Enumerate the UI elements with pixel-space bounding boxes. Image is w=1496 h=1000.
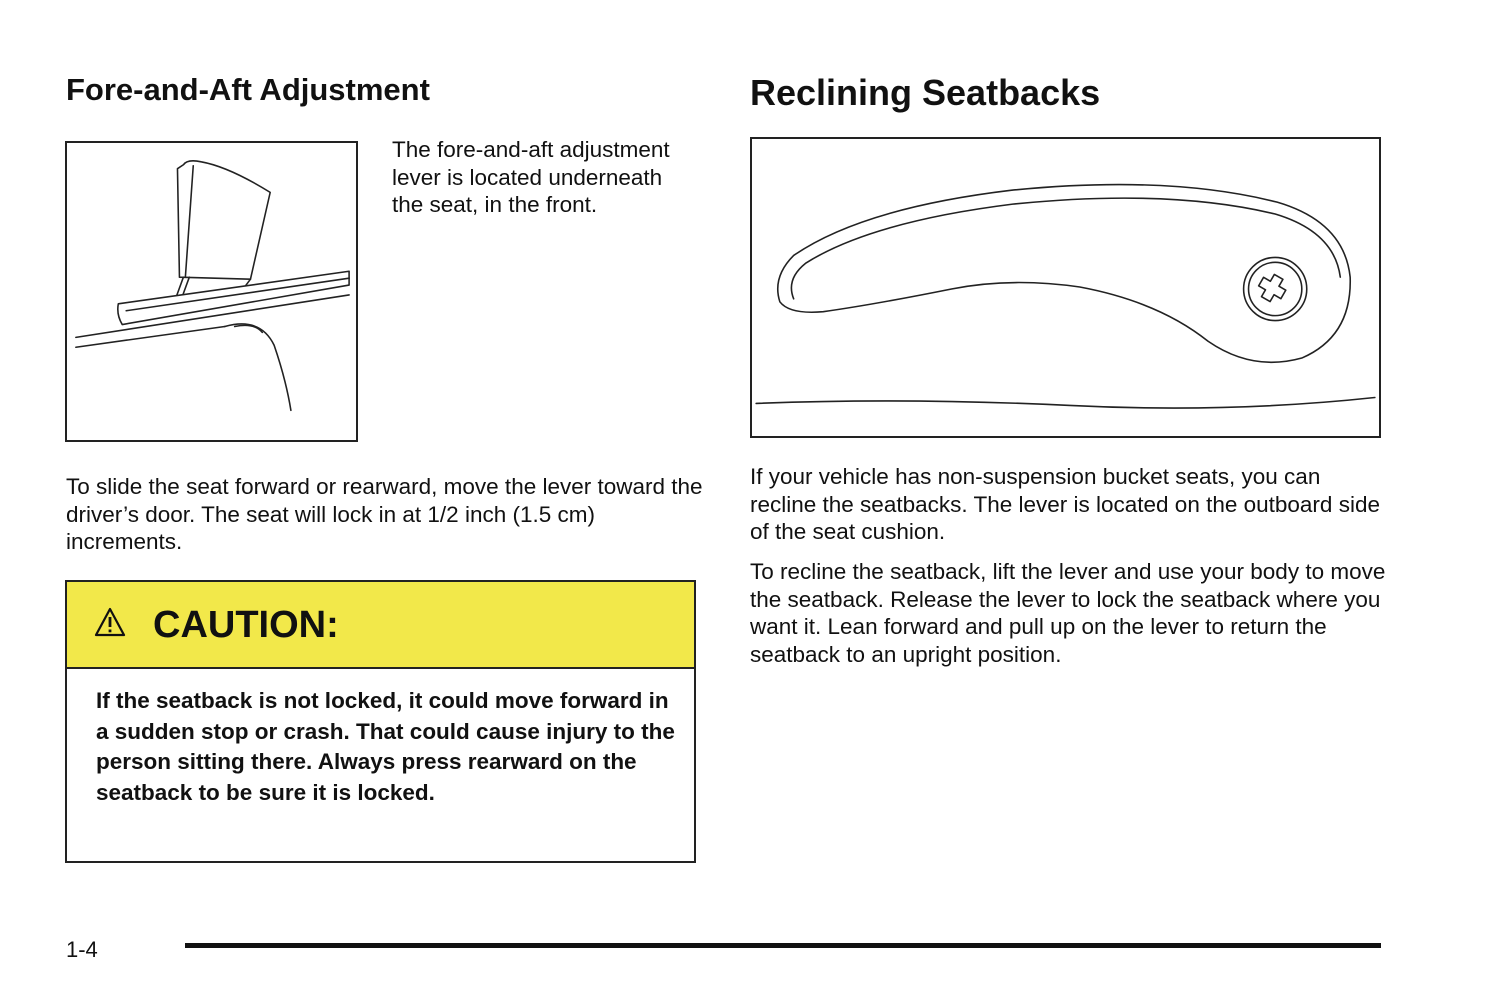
figure-caption: The fore-and-aft adjustment lever is located underneath the seat, in the front. [392, 137, 670, 218]
recline-lever-drawing [752, 139, 1379, 436]
fore-aft-instructions: To slide the seat forward or rearward, move the lever toward the driver’s door. The seat will lock in at 1/2 inch (1.5 cm) increments. [66, 474, 703, 555]
page-number: 1-4 [66, 937, 98, 962]
recline-paragraph-2: To recline the seatback, lift the lever and use your body to move the seatback. Release the lever to lock the seatback where you want it. Lean forward and pull up on the lever to return the seatback to an upright position. [750, 559, 1386, 667]
section-heading-reclining: Reclining Seatbacks [750, 72, 1101, 113]
recline-lever-illustration [750, 137, 1381, 438]
warning-triangle-icon [94, 607, 126, 637]
caution-box [65, 580, 696, 863]
fore-aft-lever-illustration [65, 141, 358, 442]
caution-text: If the seatback is not locked, it could move forward in a sudden stop or crash. That could cause injury to the person sitting there. Always press rearward on the seatback to be sure it is locked. [96, 688, 675, 805]
section-heading-fore-aft: Fore-and-Aft Adjustment [66, 72, 430, 107]
caution-header [67, 582, 694, 669]
fore-aft-lever-drawing [67, 143, 356, 440]
recline-paragraph-1: If your vehicle has non-suspension bucket seats, you can recline the seatbacks. The lever is located on the outboard side of the seat cushion. [750, 464, 1380, 545]
footer-rule [185, 943, 1381, 948]
caution-title: CAUTION: [153, 604, 339, 646]
